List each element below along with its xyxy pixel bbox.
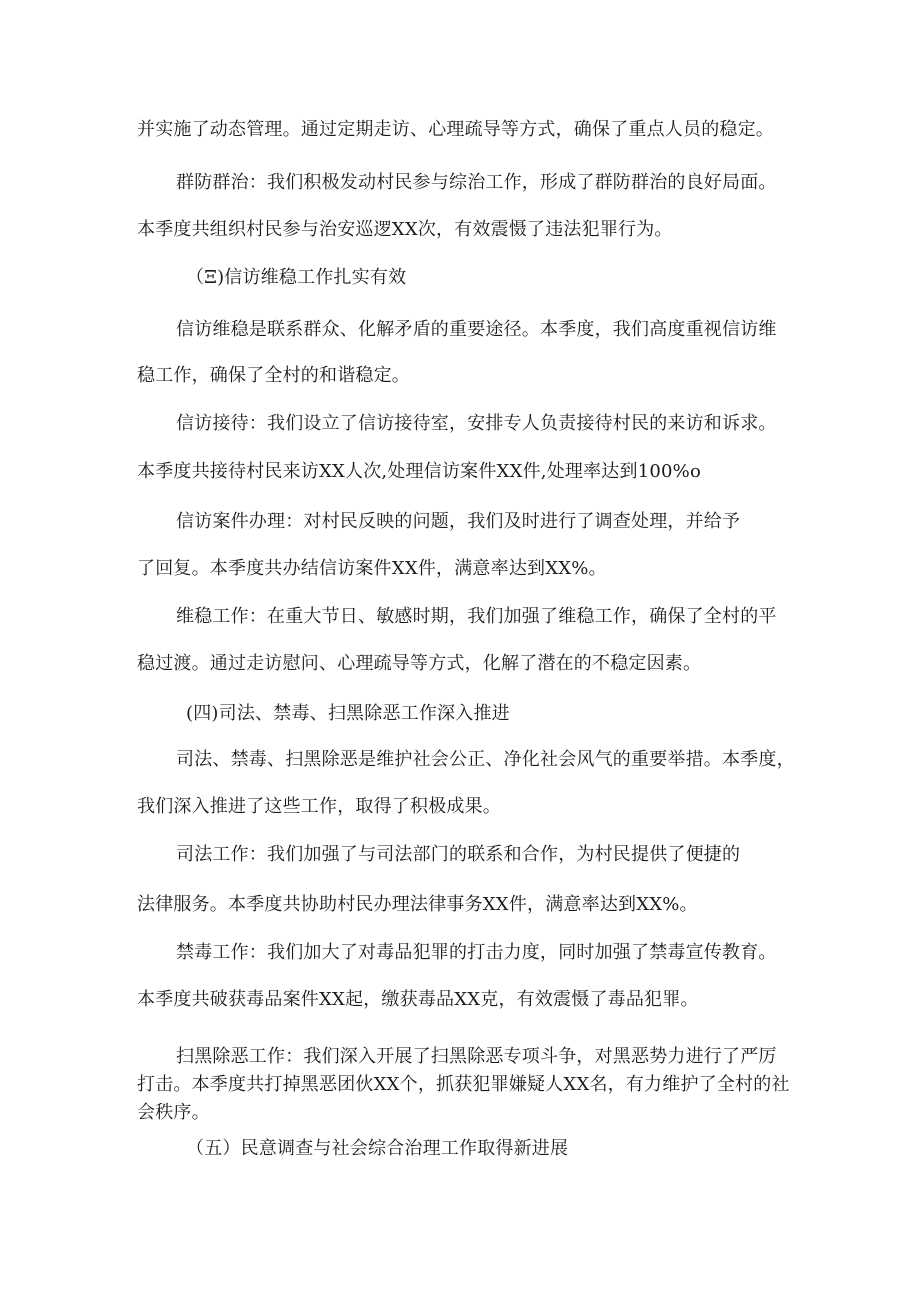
paragraph-line: 信访案件办理：对村民反映的问题，我们及时进行了调查处理，并给予 [176,511,741,532]
paragraph-line: 会秩序。 [137,1102,210,1123]
paragraph-line: 本季度共组织村民参与治安巡逻XX次，有效震慑了违法犯罪行为。 [137,219,673,240]
paragraph-line: 并实施了动态管理。通过定期走访、心理疏导等方式，确保了重点人员的稳定。 [137,119,774,140]
section-heading: (四)司法、禁毒、扫黑除恶工作深入推进 [186,703,510,724]
paragraph-line: 司法、禁毒、扫黑除恶是维护社会公正、净化社会风气的重要举措。本季度， [176,749,795,770]
paragraph-line: 扫黑除恶工作：我们深入开展了扫黑除恶专项斗争，对黑恶势力进行了严厉 [176,1046,777,1067]
paragraph-line: 法律服务。本季度共协助村民办理法律事务XX件，满意率达到XX%。 [137,894,698,915]
paragraph-line: 本季度共破获毒品案件XX起，缴获毒品XX克，有效震慑了毒品犯罪。 [137,989,699,1010]
paragraph-line: 信访接待：我们设立了信访接待室，安排专人负责接待村民的来访和诉求。 [176,413,777,434]
paragraph-line: 了回复。本季度共办结信访案件XX件，满意率达到XX%。 [137,558,607,579]
paragraph-line: 维稳工作：在重大节日、敏感时期，我们加强了维稳工作，确保了全村的平 [176,606,777,627]
paragraph-line: 稳过渡。通过走访慰问、心理疏导等方式，化解了潜在的不稳定因素。 [137,653,702,674]
paragraph-line: 禁毒工作：我们加大了对毒品犯罪的打击力度，同时加强了禁毒宣传教育。 [176,942,777,963]
paragraph-line: 本季度共接待村民来访XX人次,处理信访案件XX件,处理率达到100%o [137,461,701,482]
paragraph-line: 群防群治：我们积极发动村民参与综治工作，形成了群防群治的良好局面。 [176,172,777,193]
paragraph-line: 我们深入推进了这些工作，取得了积极成果。 [137,796,501,817]
paragraph-line: 打击。本季度共打掉黑恶团伙XX个，抓获犯罪嫌疑人XX名，有力维护了全村的社 [137,1074,790,1095]
section-heading: （五）民意调查与社会综合治理工作取得新进展 [186,1138,569,1159]
section-heading: （Ξ)信访维稳工作扎实有效 [186,267,407,288]
paragraph-line: 稳工作，确保了全村的和谐稳定。 [137,365,410,386]
paragraph-line: 信访维稳是联系群众、化解矛盾的重要途径。本季度，我们高度重视信访维 [176,319,777,340]
paragraph-line: 司法工作：我们加强了与司法部门的联系和合作，为村民提供了便捷的 [176,844,741,865]
